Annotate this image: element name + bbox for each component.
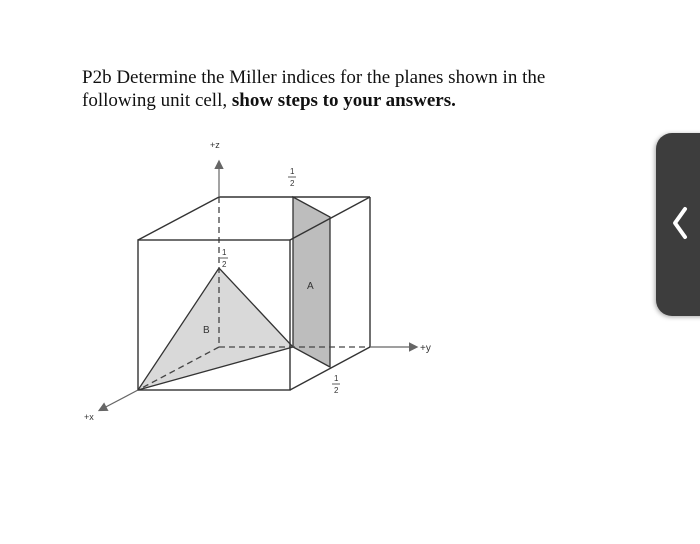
question-emphasis: show steps to your answers. <box>231 90 456 111</box>
fraction-top-denominator: 2 <box>290 179 295 188</box>
fraction-top <box>288 167 296 188</box>
x-axis <box>100 390 138 410</box>
fraction-top-numerator: 1 <box>290 167 295 176</box>
fraction-z-denominator: 2 <box>222 260 227 269</box>
plane-b-label: B <box>203 325 210 336</box>
fraction-bottom-denominator: 2 <box>334 386 339 395</box>
axis-x-label: +x <box>84 412 94 422</box>
fraction-z-numerator: 1 <box>222 248 227 257</box>
fraction-bottom <box>332 374 340 395</box>
question-prefix: P2b Determine the Miller indices for the planes shown in the following unit cell, <box>82 67 546 111</box>
plane-b <box>138 268 293 390</box>
axis-z-label: +z <box>210 140 220 150</box>
axis-y-label: +y <box>420 343 431 354</box>
axes <box>100 162 416 410</box>
chevron-left-icon <box>670 203 690 243</box>
plane-a-label: A <box>307 281 314 292</box>
side-panel-tab[interactable] <box>656 133 700 316</box>
fraction-z <box>220 248 228 269</box>
fraction-bottom-numerator: 1 <box>334 374 339 383</box>
